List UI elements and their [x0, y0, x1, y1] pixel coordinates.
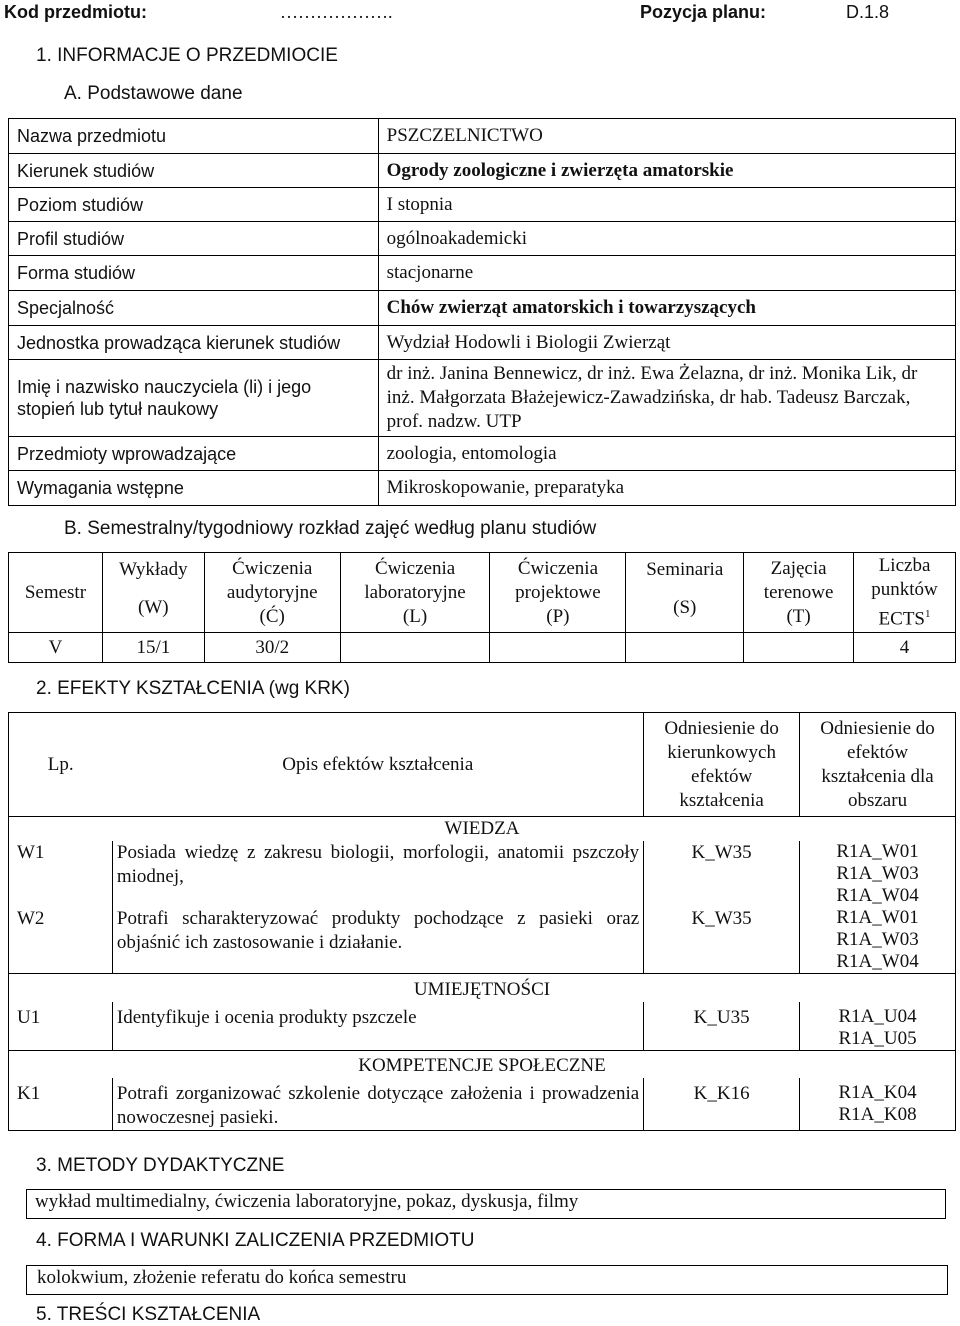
- outcome-description: Potrafi zorganizować szkolenie dotyczące założenia i prowadzenia nowoczesnej pasieki.: [112, 1078, 643, 1131]
- outcome-program-ref: K_U35: [644, 1002, 800, 1051]
- col-lab-exercises: Ćwiczenia laboratoryjne (L): [340, 553, 490, 633]
- auditory-value: 30/2: [204, 633, 340, 663]
- info-row: [9, 119, 956, 154]
- lab-value: [340, 633, 490, 663]
- section4-title: 4. FORMA I WARUNKI ZALICZENIA PRZEDMIOTU: [36, 1230, 475, 1251]
- study-form: stacjonarne: [378, 256, 955, 291]
- outcome-area-refs: R1A_U04 R1A_U05: [800, 1002, 956, 1051]
- course-name: PSZCZELNICTWO: [378, 119, 955, 154]
- info-label: Forma studiów: [9, 256, 379, 291]
- teachers: dr inż. Janina Bennewicz, dr inż. Ewa Żelazna, dr inż. Monika Lik, dr inż. Małgorzata Błażejewicz-Zawadzińska, dr hab. Tadeusz Barczak, prof. nadzw. UTP: [378, 360, 955, 437]
- col-lp: Lp.: [9, 713, 113, 817]
- teaching-methods: wykład multimedialny, ćwiczenia laboratoryjne, pokaz, dyskusja, filmy: [26, 1189, 946, 1219]
- course-code-value: ……………….: [280, 2, 393, 22]
- outcome-description: Posiada wiedzę z zakresu biologii, morfologii, anatomii pszczoły miodnej,: [112, 841, 643, 907]
- field-value: [744, 633, 854, 663]
- info-row: [9, 360, 956, 437]
- info-row: [9, 222, 956, 256]
- schedule-data-row: [9, 633, 956, 663]
- info-label: Specjalność: [9, 291, 379, 326]
- col-seminars: Seminaria (S): [626, 553, 744, 633]
- col-lectures: Wykłady (W): [102, 553, 204, 633]
- info-label: Przedmioty wprowadzające: [9, 437, 379, 471]
- group-header-competences: KOMPETENCJE SPOŁECZNE: [9, 1050, 956, 1078]
- outcome-id: K1: [9, 1078, 113, 1131]
- outcome-id: W1: [9, 841, 113, 907]
- group-header-skills: UMIEJĘTNOŚCI: [9, 974, 956, 1002]
- info-row: [9, 188, 956, 222]
- col-description: Opis efektów kształcenia: [112, 713, 643, 817]
- initial-requirements: Mikroskopowanie, preparatyka: [378, 471, 955, 506]
- col-area-outcomes: Odniesienie do efektów kształcenia dla obszaru: [800, 713, 956, 817]
- field-of-study: Ogrody zoologiczne i zwierzęta amatorskie: [378, 154, 955, 188]
- section2-title: 2. EFEKTY KSZTAŁCENIA (wg KRK): [36, 678, 350, 699]
- outcome-id: W2: [9, 907, 113, 974]
- col-field-classes: Zajęcia terenowe (T): [744, 553, 854, 633]
- outcomes-header-row: [9, 713, 956, 817]
- outcome-description: Identyfikuje i ocenia produkty pszczele: [112, 1002, 643, 1051]
- col-project-exercises: Ćwiczenia projektowe (P): [490, 553, 626, 633]
- plan-position-label: Pozycja planu:: [640, 2, 767, 22]
- outcome-id: U1: [9, 1002, 113, 1051]
- info-label: Nazwa przedmiotu: [9, 119, 379, 154]
- seminars-value: [626, 633, 744, 663]
- col-program-outcomes: Odniesienie do kierunkowych efektów kształcenia: [644, 713, 800, 817]
- outcome-row: [9, 841, 956, 907]
- semester-value: V: [9, 633, 103, 663]
- info-row: [9, 154, 956, 188]
- outcome-program-ref: K_W35: [644, 907, 800, 974]
- footnote-marker: 1: [925, 607, 931, 620]
- course-code-label: Kod przedmiotu:: [4, 2, 147, 22]
- outcome-area-refs: R1A_W01 R1A_W03 R1A_W04: [800, 907, 956, 974]
- specialization: Chów zwierząt amatorskich i towarzyszących: [378, 291, 955, 326]
- outcomes-table: [8, 712, 956, 1131]
- info-label: Imię i nazwisko nauczyciela (li) i jego stopień lub tytuł naukowy: [9, 360, 379, 437]
- group-header-knowledge: WIEDZA: [9, 817, 956, 842]
- info-label: Poziom studiów: [9, 188, 379, 222]
- sectionB-title: B. Semestralny/tygodniowy rozkład zajęć według planu studiów: [64, 518, 597, 539]
- outcome-program-ref: K_W35: [644, 841, 800, 907]
- plan-position-value: D.1.8: [846, 2, 890, 22]
- ects-value: 4: [854, 633, 956, 663]
- outcome-program-ref: K_K16: [644, 1078, 800, 1131]
- outcome-row: [9, 1078, 956, 1131]
- info-label: Profil studiów: [9, 222, 379, 256]
- study-level: I stopnia: [378, 188, 955, 222]
- outcome-area-refs: R1A_W01 R1A_W03 R1A_W04: [800, 841, 956, 907]
- assessment-conditions: kolokwium, złożenie referatu do końca semestru: [26, 1265, 948, 1295]
- info-label: Kierunek studiów: [9, 154, 379, 188]
- outcome-row: [9, 1002, 956, 1051]
- section3-title: 3. METODY DYDAKTYCZNE: [36, 1155, 285, 1176]
- basic-info-table: [8, 118, 956, 506]
- col-semester: Semestr: [9, 553, 103, 633]
- study-profile: ogólnoakademicki: [378, 222, 955, 256]
- section1-title: 1. INFORMACJE O PRZEDMIOCIE: [36, 45, 338, 66]
- section1-subtitle: A. Podstawowe dane: [64, 83, 243, 104]
- project-value: [490, 633, 626, 663]
- info-row: [9, 256, 956, 291]
- info-row: [9, 291, 956, 326]
- schedule-table: [8, 552, 956, 663]
- col-auditory-exercises: Ćwiczenia audytoryjne (Ć): [204, 553, 340, 633]
- info-label: Wymagania wstępne: [9, 471, 379, 506]
- section5-title: 5. TREŚCI KSZTAŁCENIA: [36, 1304, 261, 1325]
- prerequisite-courses: zoologia, entomologia: [378, 437, 955, 471]
- outcome-area-refs: R1A_K04 R1A_K08: [800, 1078, 956, 1131]
- col-ects: Liczba punktów ECTS$^1$: [854, 553, 956, 633]
- info-row: [9, 326, 956, 360]
- info-label: Jednostka prowadząca kierunek studiów: [9, 326, 379, 360]
- lectures-value: 15/1: [102, 633, 204, 663]
- info-row: [9, 437, 956, 471]
- info-row: [9, 471, 956, 506]
- outcome-row: [9, 907, 956, 974]
- department: Wydział Hodowli i Biologii Zwierząt: [378, 326, 955, 360]
- schedule-header-row: [9, 553, 956, 633]
- outcome-description: Potrafi scharakteryzować produkty pochodzące z pasieki oraz objaśnić ich zastosowanie i działanie.: [112, 907, 643, 974]
